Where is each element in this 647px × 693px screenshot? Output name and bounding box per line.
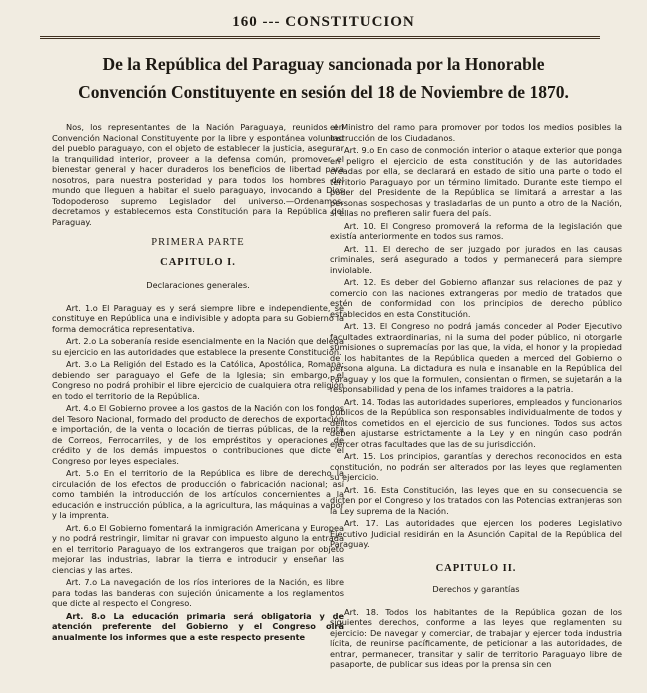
article-5: Art. 5.o En el territorio de la República es libre de derecho la circulación de los efectos de producción o fabricación nacional; así como también la introducción de los artículos concernientes a la educación e instrucción pública, a la agricultura, las máquinas a vapor y la imprenta.	[52, 468, 344, 520]
document-title-line-2: Convención Constituyente en sesión del 18 de Noviembre de 1870.	[78, 82, 569, 102]
article-11: Art. 11. El derecho de ser juzgado por jurados en las causas criminales, será asegurado a todos y permanecerá para siempre inviolable.	[330, 243, 622, 275]
article-14: Art. 14. Todas las autoridades superiores, empleados y funcionarios públicos de la República son responsables individualmente de todos y delitos cometidos en el ejercicio de sus funciones. Todos sus actos deben ajustarse estrictamente a la Ley y en ningún caso podrán ejercer otras facultades que las de su jurisdicción.	[330, 396, 622, 449]
article-13: Art. 13. El Congreso no podrá jamás conceder al Poder Ejecutivo facultades extraordinarias, ni la suma del poder público, ni otorgarle sumisiones o supremacías por las que, la vida, el honor y la propiedad de los habitantes de la República queden a merced del Gobierno o persona alguna. La dictadura es nula e insanable en la República del Paraguay y los que la formulen, consientan o firmen, se sujetarán a la responsabilidad y pena de los infames traidores a la patria.	[330, 321, 622, 394]
article-16: Art. 16. Esta Constitución, las leyes que en su consecuencia se dicten por el Congreso y los tratados con las Potencias extranjeras son la Ley suprema de la Nación.	[330, 484, 622, 516]
chapter-2-title: CAPITULO II.	[435, 562, 517, 574]
part-title: PRIMERA PARTE	[151, 237, 245, 248]
article-4: Art. 4.o El Gobierno provee a los gastos de la Nación con los fondos del Tesoro Nacional, formado del producto de derechos de exportación e importación, de la venta o locación de tierras públicas, de la renta de Correos, Ferrocarriles, y de los empréstitos y operaciones de crédito y de los demás impuestos o contribuciones que dicte el Congreso por leyes especiales.	[52, 403, 344, 466]
article-15: Art. 15. Los principios, garantías y derechos reconocidos en esta constitución, no podrán ser alterados por las leyes que reglamenten su ejercicio.	[330, 451, 622, 482]
preamble: Nos, los representantes de la Nación Paraguaya, reunidos en Convención Nacional Constituyente por la libre y espontánea voluntad del pueblo paraguayo, con el objeto de establecer la justicia, asegurar la tranquilidad interior, proveer a la defensa común, promover el bienestar general y hacer duraderos los beneficios de libertad para nosotros, para nuestra posteridad y para todos los hombres del mundo que lleguen a habitar el suelo paraguayo, invocando a Dios Todopoderoso supremo Legislador del universo.—Ordenamos, decretamos y establecemos esta Constitución para la República del Paraguay.	[52, 122, 344, 227]
header-rule-double	[40, 38, 600, 39]
article-10: Art. 10. El Congreso promoverá la reforma de la legislación que existía anteriormente en todos sus ramos.	[330, 220, 622, 241]
chapter-2-subtitle: Derechos y garantías	[432, 584, 520, 594]
article-7: Art. 7.o La navegación de los ríos interiores de la Nación, es libre para todas las banderas con sujeción únicamente a los reglamentos que dicte al respecto el Congreso.	[52, 577, 344, 608]
article-8-continued: el Ministro del ramo para promover por todos los medios posibles la instrucción de los Ciudadanos.	[330, 122, 622, 143]
running-head: 160 --- CONSTITUCION	[232, 14, 415, 30]
article-17: Art. 17. Las autoridades que ejercen los poderes Legislativo Ejecutivo Judicial residirán en la Asunción Capital de la República del Paraguay.	[330, 518, 622, 549]
article-8: Art. 8.o La educación primaria será obligatoria y de atención preferente del Gobierno y el Congreso oirá anualmente los informes que a este respecto presente	[52, 610, 344, 642]
header-rule	[40, 36, 600, 37]
article-12: Art. 12. Es deber del Gobierno afianzar sus relaciones de paz y comercio con las naciones extrangeras por medio de tratados que estén de conformidad con los principios de derecho público establecidos en esta Constitución.	[330, 277, 622, 319]
article-3: Art. 3.o La Religión del Estado es la Católica, Apostólica, Romana; debiendo ser paraguayo el Gefe de la Iglesia; sin embargo, el Congreso no podrá prohibir el libre ejercicio de cualquiera otra religión en todo el territorio de la República.	[52, 359, 344, 401]
chapter-subtitle: Declaraciones generales.	[146, 280, 250, 290]
article-2: Art. 2.o La soberanía reside esencialmente en la Nación que delega su ejercicio en las autoridades que establece la presente Constitución.	[52, 336, 344, 357]
article-18: Art. 18. Todos los habitantes de la República gozan de los siguientes derechos, conforme a las leyes que reglamenten su ejercicio: De navegar y comerciar, de trabajar y ejercer toda industria lícita, de reunirse pacíficamente, de peticionar a las autoridades, de entrar, permanecer, transitar y salir de territorio Paraguayo libre de pasaporte, de publicar sus ideas por la prensa sin cen	[330, 606, 622, 669]
article-1: Art. 1.o El Paraguay es y será siempre libre e independiente, se constituye en República una e indivisible y adopta para su Gobierno la forma democrática representativa.	[52, 302, 344, 334]
chapter-title: CAPITULO I.	[160, 256, 236, 268]
document-title-line-1: De la República del Paraguay sancionada por la Honorable	[102, 54, 545, 74]
article-9: Art. 9.o En caso de conmoción interior o ataque exterior que ponga en peligro el ejercicio de esta constitución y de las autoridades creadas por ella, se declarará en estado de sitio una parte o todo el territorio Paraguayo por un término limitado. Durante este tiempo el poder del Presidente de la República se limitará a arrestar a las personas sospechosas y trasladarlas de un punto a otro de la Nación, si ellas no prefieren salir fuera del país.	[330, 145, 622, 218]
left-column	[52, 122, 344, 688]
right-column	[330, 122, 622, 688]
article-6: Art. 6.o El Gobierno fomentará la inmigración Americana y Europea y no podrá restringir, limitar ni gravar con impuesto alguno la entrada en el territorio Paraguayo de los extrangeros que traigan por objeto mejorar las industrias, labrar la tierra e introducir y enseñar las ciencias y las artes.	[52, 522, 344, 575]
